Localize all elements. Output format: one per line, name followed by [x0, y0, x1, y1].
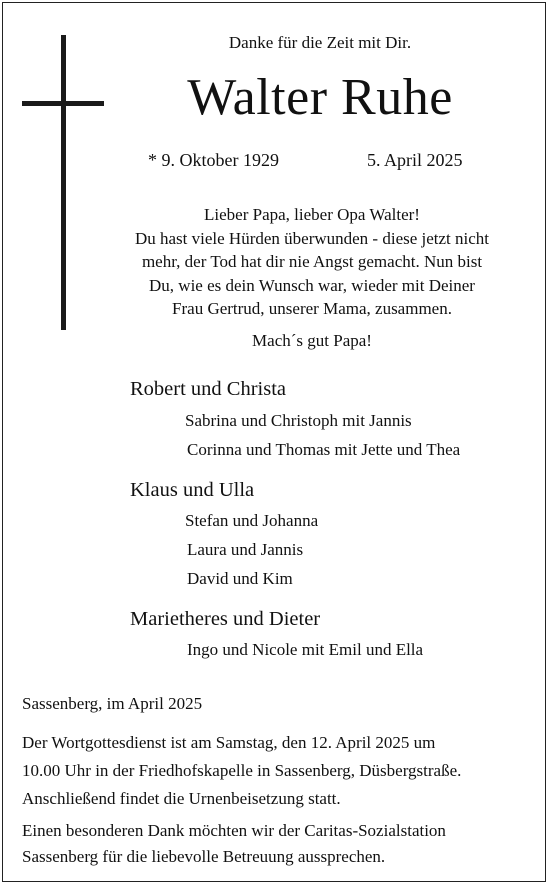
- family-member: Ingo und Nicole mit Emil und Ella: [187, 640, 424, 659]
- farewell-line: Mach´s gut Papa!: [252, 331, 372, 350]
- thanks-note: [22, 818, 446, 870]
- service-line: Anschließend findet die Urnenbeisetzung statt.: [22, 789, 341, 808]
- birth-date: * 9. Oktober 1929: [148, 150, 279, 170]
- family-head: Klaus und Ulla: [130, 479, 255, 501]
- family-head: Marietheres und Dieter: [130, 608, 321, 630]
- deceased-name: Walter Ruhe: [187, 69, 453, 126]
- poem-line: Du hast viele Hürden überwunden - diese jetzt nicht: [134, 228, 490, 248]
- service-line: Der Wortgottesdienst ist am Samstag, den 12. April 2025 um: [22, 733, 436, 752]
- poem-line: Du, wie es dein Wunsch war, wieder mit Deiner: [149, 275, 475, 295]
- cross-vertical-bar: [61, 35, 66, 330]
- service-info: [22, 729, 461, 813]
- family-head: Robert und Christa: [130, 378, 287, 400]
- poem-line: mehr, der Tod hat dir nie Angst gemacht. Nun bist: [141, 252, 483, 271]
- family-member: Corinna und Thomas mit Jette und Thea: [187, 440, 461, 459]
- thanks-line: Einen besonderen Dank möchten wir der Caritas-Sozialstation: [22, 821, 446, 840]
- poem-line: Lieber Papa, lieber Opa Walter!: [204, 205, 420, 224]
- notice-header: Danke für die Zeit mit Dir.: [228, 33, 412, 52]
- death-date: 5. April 2025: [367, 150, 463, 170]
- family-member: David und Kim: [187, 569, 293, 588]
- thanks-line: Sassenberg für die liebevolle Betreuung aussprechen.: [22, 847, 386, 866]
- place-date: Sassenberg, im April 2025: [22, 694, 203, 713]
- family-member: Stefan und Johanna: [185, 511, 319, 530]
- family-member: Sabrina und Christoph mit Jannis: [185, 411, 412, 430]
- poem: [100, 203, 524, 321]
- service-line: 10.00 Uhr in der Friedhofskapelle in Sassenberg, Düsbergstraße.: [22, 761, 462, 780]
- poem-line: Frau Gertrud, unserer Mama, zusammen.: [172, 299, 452, 318]
- family-member: Laura und Jannis: [187, 540, 304, 559]
- cross-horizontal-bar: [22, 101, 104, 106]
